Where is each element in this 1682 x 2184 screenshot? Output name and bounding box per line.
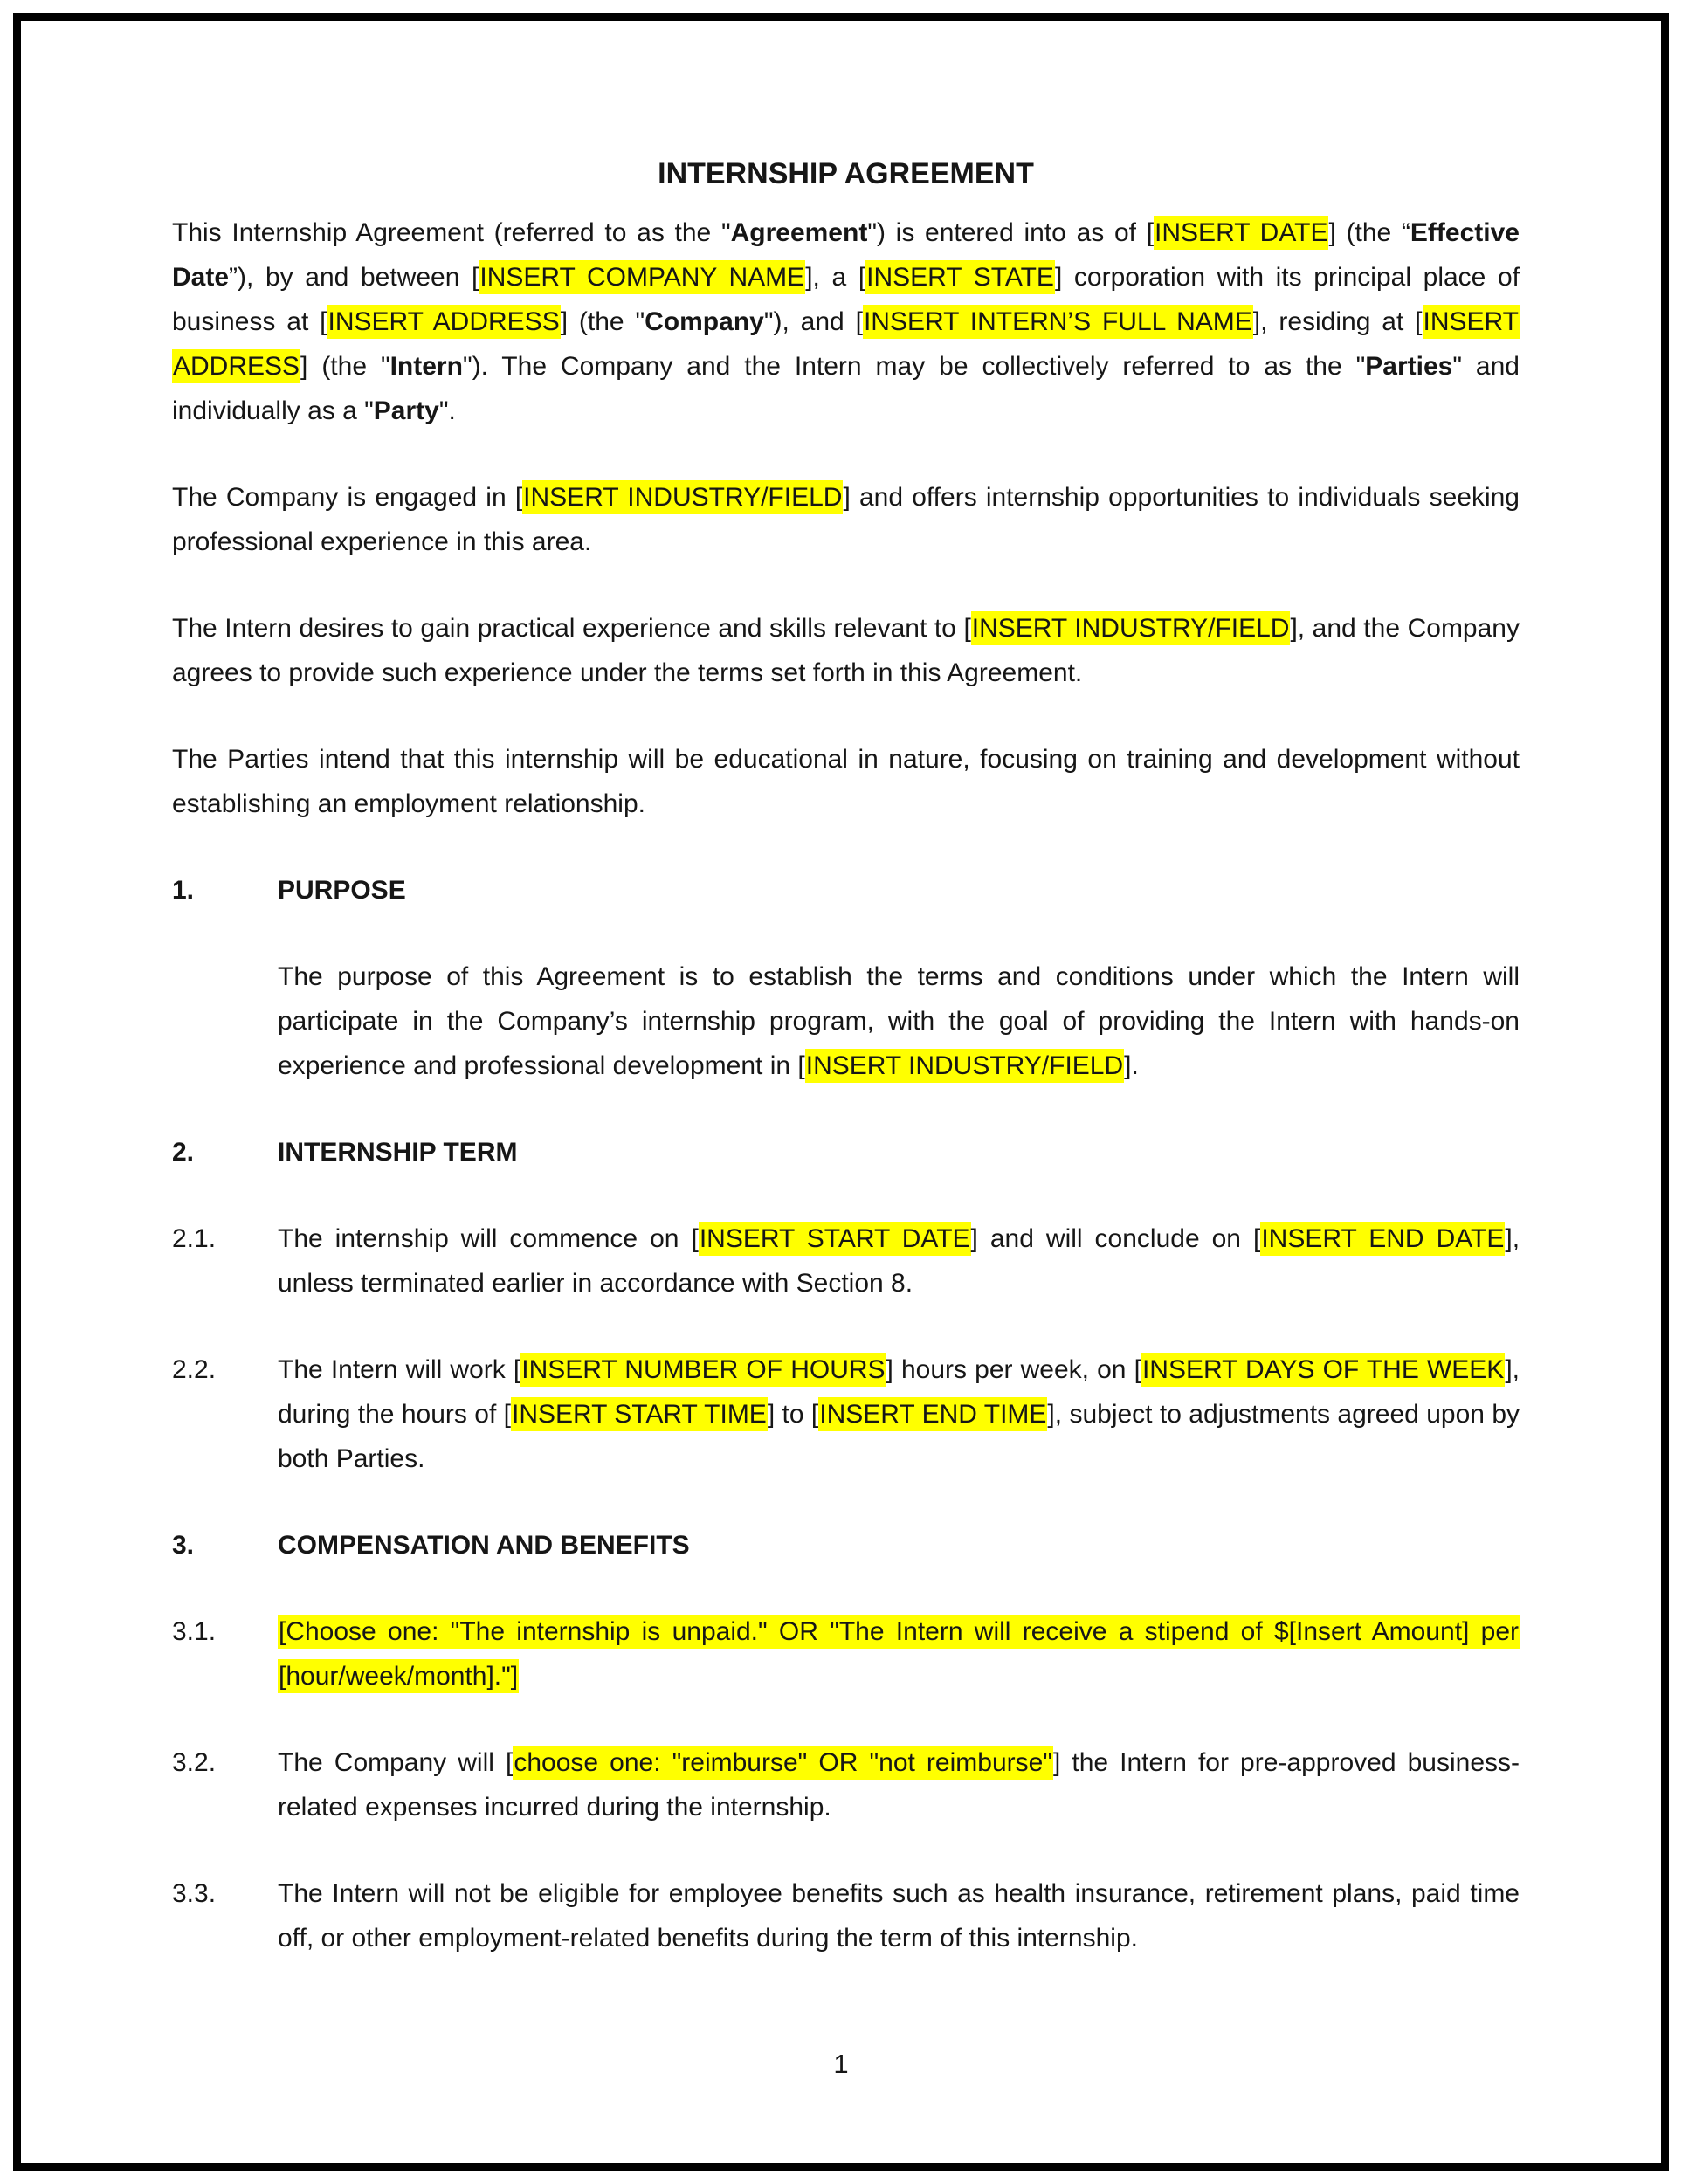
section-heading-purpose xyxy=(172,868,1520,913)
document-title: INTERNSHIP AGREEMENT xyxy=(658,157,1034,190)
text-run: ”), by and between [ xyxy=(229,263,479,292)
text-run: ]. xyxy=(1124,1051,1139,1080)
text-run: ], subject to adjustments agreed upon by both Parties. xyxy=(278,1400,1520,1473)
text-run: ] hours per week, on [ xyxy=(886,1355,1141,1384)
clause-number: 2.1. xyxy=(172,1224,217,1253)
section-heading-compensation xyxy=(172,1523,1520,1567)
text-run: The Parties intend that this internship will be educational in nature, focusing on training and development without establishing an employment relationship. xyxy=(172,745,1520,818)
text-run: ] (the “ xyxy=(1328,218,1410,247)
text-run: ] and offers internship opportunities to individuals seeking professional experience in this area. xyxy=(172,483,1520,556)
clause-text xyxy=(278,1216,1520,1306)
text-run: ], during the hours of [ xyxy=(278,1355,1520,1429)
section-title: INTERNSHIP TERM xyxy=(278,1138,518,1167)
text-run: "), and [ xyxy=(763,307,863,336)
bold-term: Parties xyxy=(1365,352,1453,381)
clause-2-1 xyxy=(172,1216,1520,1306)
bold-term: Party xyxy=(373,396,439,425)
highlight-placeholder: INSERT START DATE xyxy=(699,1222,971,1256)
text-run: ], a [ xyxy=(805,263,866,292)
section-heading-internship-term xyxy=(172,1130,1520,1175)
highlight-placeholder: INSERT ADDRESS xyxy=(327,305,561,339)
highlight-placeholder: INSERT END TIME xyxy=(818,1397,1047,1431)
text-run: This Internship Agreement (referred to as the " xyxy=(172,218,731,247)
clause-3-3 xyxy=(172,1871,1520,1960)
section-title: PURPOSE xyxy=(278,876,406,905)
highlight-placeholder: choose one: "reimburse" OR "not reimburse" xyxy=(513,1746,1053,1780)
highlight-placeholder: INSERT INDUSTRY/FIELD xyxy=(522,480,843,514)
highlight-placeholder: INSERT START TIME xyxy=(511,1397,768,1431)
clause-text xyxy=(278,1871,1520,1960)
page-content xyxy=(21,21,1661,2002)
highlight-placeholder: INSERT END DATE xyxy=(1260,1222,1505,1256)
clause-text xyxy=(278,1609,1520,1698)
text-run: ] (the " xyxy=(560,307,645,336)
clause-text xyxy=(278,954,1520,1088)
text-run: "). The Company and the Intern may be collectively referred to as the " xyxy=(462,352,1366,381)
bold-term: Company xyxy=(645,307,764,336)
clause-number: 3.1. xyxy=(172,1617,217,1646)
clause-3-2 xyxy=(172,1740,1520,1829)
clause-number: 3.2. xyxy=(172,1748,217,1777)
section-title: COMPENSATION AND BENEFITS xyxy=(278,1531,690,1560)
text-run: ") is entered into as of [ xyxy=(867,218,1155,247)
clause-number xyxy=(172,954,278,1088)
clause-2-2 xyxy=(172,1347,1520,1481)
bold-term: Agreement xyxy=(730,218,868,247)
bold-term: Intern xyxy=(389,352,463,381)
page-number: 1 xyxy=(833,2049,849,2079)
text-run: The Intern desires to gain practical experience and skills relevant to [ xyxy=(172,614,971,643)
text-run: The Company is engaged in [ xyxy=(172,483,523,512)
text-run: ] (the " xyxy=(300,352,390,381)
text-run: ], and the Company agrees to provide such experience under the terms set forth in this Agreement. xyxy=(172,614,1520,687)
bold-term: Effective Date xyxy=(172,218,1520,292)
text-run: ] to [ xyxy=(767,1400,819,1429)
highlight-placeholder: INSERT INTERN’S FULL NAME xyxy=(863,305,1253,339)
highlight-placeholder: INSERT DAYS OF THE WEEK xyxy=(1141,1353,1505,1387)
highlight-placeholder: INSERT COMPANY NAME xyxy=(479,260,805,294)
intro-paragraph xyxy=(172,606,1520,695)
text-run: ". xyxy=(438,396,456,425)
clause-text xyxy=(278,1740,1520,1829)
highlight-placeholder: INSERT ADDRESS xyxy=(172,305,1520,383)
highlight-placeholder: [Choose one: "The internship is unpaid." OR "The Intern will receive a stipend of $[Insert Amount] per [hour/week/month]."] xyxy=(278,1615,1520,1693)
highlight-placeholder: INSERT INDUSTRY/FIELD xyxy=(805,1049,1124,1083)
clause-number: 3.3. xyxy=(172,1879,217,1908)
highlight-placeholder: INSERT INDUSTRY/FIELD xyxy=(971,611,1291,645)
intro-paragraph xyxy=(172,737,1520,826)
section-number: 2. xyxy=(172,1138,195,1167)
text-run: ] the Intern for pre-approved business-related expenses incurred during the internship. xyxy=(278,1748,1520,1822)
highlight-placeholder: INSERT DATE xyxy=(1154,216,1328,250)
clause-3-1 xyxy=(172,1609,1520,1698)
text-run: The internship will commence on [ xyxy=(278,1224,699,1253)
text-run: " and individually as a " xyxy=(172,352,1520,425)
text-run: The Company will [ xyxy=(278,1748,514,1777)
clause-text xyxy=(278,1347,1520,1481)
highlight-placeholder: INSERT NUMBER OF HOURS xyxy=(520,1353,886,1387)
clause-number: 2.2. xyxy=(172,1355,217,1384)
intro-paragraph xyxy=(172,475,1520,564)
text-run: ], unless terminated earlier in accordance with Section 8. xyxy=(278,1224,1520,1298)
text-run: The Intern will work [ xyxy=(278,1355,521,1384)
text-run: ] and will conclude on [ xyxy=(970,1224,1261,1253)
section-number: 3. xyxy=(172,1531,195,1560)
text-run: The Intern will not be eligible for employee benefits such as health insurance, retirement plans, paid time off, or other employment-related benefits during the term of this internship. xyxy=(278,1879,1520,1953)
section-number: 1. xyxy=(172,876,195,905)
text-run: The purpose of this Agreement is to establish the terms and conditions under which the Intern will participate in the Company’s internship program, with the goal of providing the Intern with hands-on experience and professional development in [ xyxy=(278,962,1520,1080)
text-run: ] corporation with its principal place of business at [ xyxy=(172,263,1520,336)
intro-paragraph xyxy=(172,210,1520,433)
text-run: ], residing at [ xyxy=(1252,307,1423,336)
highlight-placeholder: INSERT STATE xyxy=(865,260,1055,294)
clause-purpose-body xyxy=(172,954,1520,1088)
